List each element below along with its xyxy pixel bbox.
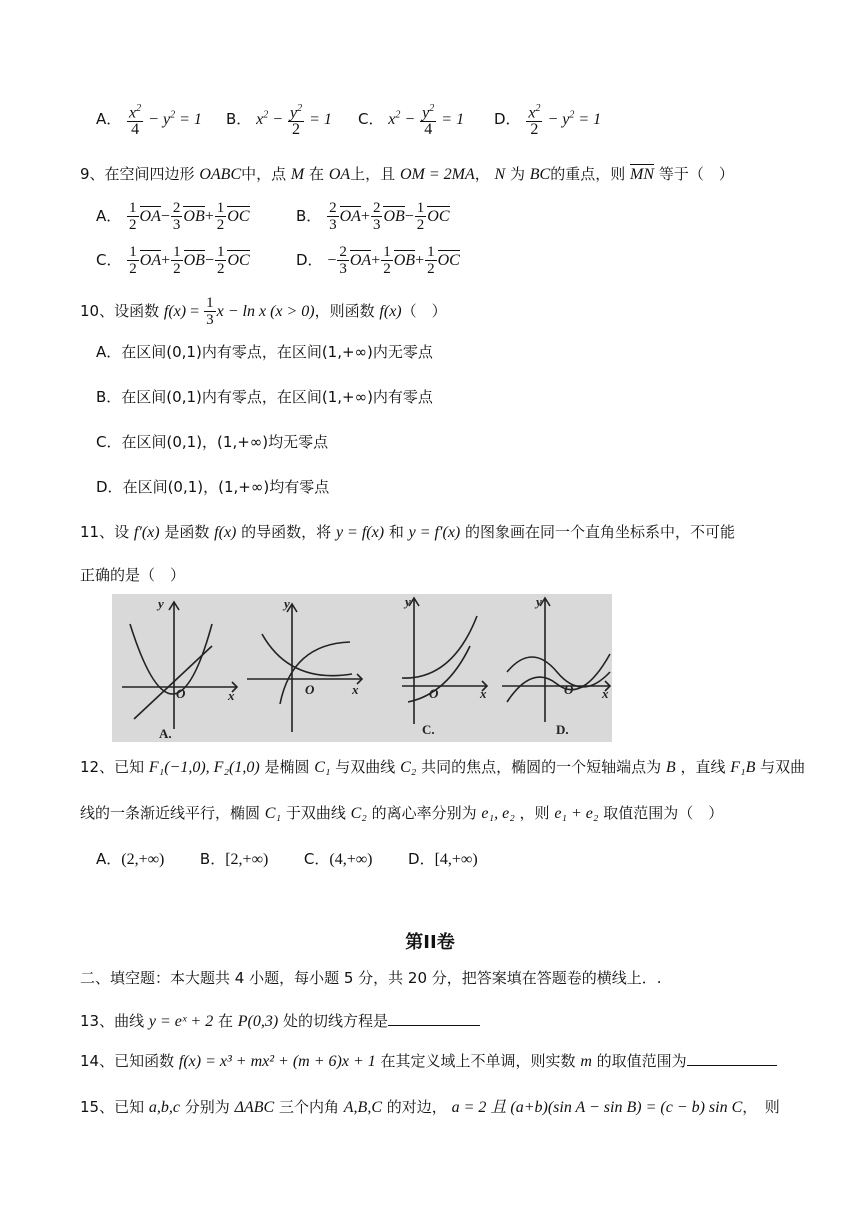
q9-bc: BC [529,166,551,183]
q12-c1: C₁ [314,759,331,776]
q13-text-1: 曲线 [114,1012,145,1030]
q10-option-d [96,476,329,498]
q8-option-c-letter: C． [358,110,384,129]
panel-b-origin: O [305,682,315,697]
panel-b-y-label: y [284,596,290,611]
q14-text-3: 的取值范围为 [596,1052,687,1070]
q12-stem-line2 [80,802,723,825]
q13-stem [80,1010,480,1033]
q14-answer-blank[interactable] [687,1051,777,1066]
panel-a-x-label: x [228,688,235,703]
q9-option-b [296,200,450,233]
q8-option-b-frac: $\frac{y^2}{2}$ [289,103,303,139]
q12-option-a-letter: A． [96,850,122,868]
q15-text-4: 的对边， [386,1098,447,1116]
q15-text-5: ， 则 [742,1098,780,1116]
panel-a-y-label: y [158,596,164,611]
q11-graphs-figure [112,594,612,742]
q12-option-a-text: (2,+∞) [121,851,165,868]
plus: + [360,208,370,225]
q15-triangle: ΔABC [234,1099,275,1116]
q10-option-b [96,386,433,408]
q10-number: 10、 [80,302,115,320]
q12-line2-e: 取值范围为（ ） [603,804,724,822]
vec-ob: OB [183,252,205,269]
q11-y2: y = f′(x) [408,524,461,541]
q9-text-5: ， [474,165,490,183]
q9-text-1: 在空间四边形 [104,165,195,183]
q12-esum: e₁ + e₂ [554,805,599,822]
q9-n: N [494,166,506,183]
q14-stem [80,1050,777,1073]
q10-option-a-letter: A． [96,343,122,361]
q11-text-5: 的图象画在同一个直角坐标系中，不可能 [465,523,736,541]
q12-text-3: 与双曲线 [335,758,396,776]
q8-option-c-tail: = 1 [437,111,465,129]
q15-angles: A,B,C [343,1099,382,1116]
vec-oc: OC [437,252,460,269]
q10-fx-2: f(x) [379,303,402,320]
q12-number: 12、 [80,758,115,776]
q10-fx: f(x) [163,303,187,320]
panel-a-label: A. [159,726,172,741]
q10-option-d-letter: D． [96,478,123,496]
frac-half: $\frac{1}{2}$ [383,244,391,277]
q10-equals: = [186,303,204,320]
q9-text-6: 为 [509,165,525,183]
frac-half: $\frac{1}{2}$ [129,244,137,277]
q9-option-c [96,244,250,277]
q12-option-c-letter: C． [303,850,330,868]
q15-text-3: 三个内角 [278,1098,339,1116]
frac-two-thirds: $\frac{2}{3}$ [372,200,381,233]
frac-half: $\frac{1}{2}$ [173,244,181,277]
q9-m: M [290,166,305,183]
q15-text-2: 分别为 [184,1098,230,1116]
vec-oa: OA [349,252,372,269]
q10-option-b-letter: B． [96,388,122,406]
part2-heading: 二、填空题：本大题共 4 小题，每小题 5 分，共 20 分，把答案填在答题卷的横线上．. [80,969,662,987]
q12-option-b-text: [2,+∞) [225,851,269,868]
frac-two-thirds: $\frac{2}{3}$ [329,200,337,233]
section-title: 第II卷 [405,932,455,953]
q12-line2-d: ，则 [519,804,550,822]
panel-d-y-label: y [536,594,542,609]
frac-two-thirds: $\frac{2}{3}$ [339,244,347,277]
q15-number: 15、 [80,1098,115,1116]
q10-option-d-text: 在区间(0,1)，(1,+∞)均有零点 [122,478,330,496]
q8-option-a-frac: $\frac{x^2}{4}$ [129,103,142,139]
q11-text-3: 的导函数，将 [241,523,332,541]
q8-option-b-tail: = 1 [305,111,332,129]
q14-text-1: 已知函数 [114,1052,175,1070]
q12-text-5: ，直线 [680,758,726,776]
q8-options-row [96,101,202,138]
q13-point: P(0,3) [237,1013,279,1030]
q8-option-d-frac: $\frac{x^2}{2}$ [528,103,541,139]
q8-option-c-frac: $\frac{y^2}{4}$ [422,103,435,139]
q9-text-4: 上，且 [350,165,396,183]
panel-b-x-label: x [352,682,359,697]
q9-text-2: 中，点 [241,165,287,183]
q9-option-a [96,200,250,233]
plus: + [371,252,381,269]
q9-oabc: OABC [199,166,242,183]
q9-oa: OA [328,166,351,183]
vec-ob: OB [393,252,416,269]
q12-b: B [665,759,676,776]
panel-d-label: D. [556,722,569,737]
q11-number: 11、 [80,523,115,541]
q11-stem-line2: 正确的是（ ） [80,566,186,584]
q15-condition: a = 2 且 (a+b)(sin A − sin B) = (c − b) sin C [451,1099,743,1116]
q10-option-b-text: 在区间(0,1)内有零点，在区间(1,+∞)内有零点 [121,388,433,406]
vec-oa: OA [139,252,162,269]
vec-ob: OB [383,208,405,225]
frac-two-thirds: $\frac{2}{3}$ [172,200,181,233]
q12-text-4: 共同的焦点，椭圆的一个短轴端点为 [421,758,662,776]
q12-line2-c2: C₂ [350,805,367,822]
panel-c-x-label: x [480,686,487,701]
panel-c-origin: O [429,686,439,701]
q9-text-3: 在 [309,165,325,183]
frac-half: $\frac{1}{2}$ [129,200,137,233]
q8-option-b-letter: B． [226,110,252,129]
q12-option-c-text: (4,+∞) [329,851,373,868]
q12-c2: C₂ [400,759,417,776]
q11-text-1: 设 [114,523,130,541]
q10-stem [80,295,447,328]
q15-abc: a,b,c [148,1099,180,1116]
q9-option-c-letter: C． [96,251,122,269]
minus: − [160,208,170,225]
q12-option-d-letter: D． [408,850,435,868]
q8-option-c [358,101,464,138]
q13-text-3: 处的切线方程是 [283,1012,389,1030]
panel-d-origin: O [564,682,574,697]
q10-third: $\frac{1}{3}$ [206,295,214,328]
frac-half: $\frac{1}{2}$ [416,200,425,233]
plus: + [204,208,214,225]
q10-text-2: ，则函数 [314,302,375,320]
q12-line2-b: 于双曲线 [285,804,346,822]
minus: − [204,252,214,269]
q9-mn-vector: MN [630,166,655,183]
q13-number: 13、 [80,1012,115,1030]
q8-option-c-lead: $x^2$ − [388,109,420,129]
q13-text-2: 在 [217,1012,233,1030]
q14-equation: f(x) = x³ + mx² + (m + 6)x + 1 [178,1053,376,1070]
q12-line2-c1: C₁ [264,805,282,822]
minus: − [327,252,337,269]
q8-option-d-letter: D． [494,110,521,129]
q8-option-b [226,101,332,138]
q13-equation: y = eˣ + 2 [148,1013,214,1030]
q12-option-d-text: [4,+∞) [434,851,478,868]
q9-text-8: 等于（ ） [658,165,734,183]
q10-option-c-text: 在区间(0,1)，(1,+∞)均无零点 [121,433,329,451]
q9-stem [80,163,734,186]
q11-y1: y = f(x) [335,524,385,541]
q8-option-a-rest: − $y^2 = 1$ [144,109,202,129]
q11-text-2: 是函数 [164,523,210,541]
q12-e12: e₁, e₂ [481,805,515,822]
q11-fpx: f′(x) [133,524,160,541]
panel-a-origin: O [176,686,186,701]
q15-text-1: 已知 [114,1098,145,1116]
minus: − [404,208,414,225]
vec-oc: OC [227,252,250,269]
vec-oa: OA [139,208,161,225]
q8-option-d-tail: − $y^2 = 1$ [543,109,602,129]
plus: + [415,252,425,269]
plus: + [161,252,171,269]
q8-option-d [494,101,601,138]
frac-half: $\frac{1}{2}$ [216,244,225,277]
q9-condition: OM = 2MA [399,166,475,183]
panel-c-y-label: y [405,594,411,609]
q11-stem [80,521,735,544]
q14-m: m [580,1053,592,1070]
q8-option-b-lead: $x^2$ − [256,109,287,129]
panel-d-x-label: x [602,686,609,701]
q10-option-c [96,431,328,453]
q9-option-d [296,244,460,277]
vec-oc: OC [427,208,450,225]
q12-foci: F₁(−1,0), F₂(1,0) [148,759,260,776]
q9-option-d-letter: D． [296,251,323,269]
q9-text-7: 的重点，则 [550,165,626,183]
q11-fx: f(x) [214,524,237,541]
frac-half: $\frac{1}{2}$ [427,244,435,277]
vec-ob: OB [183,208,205,225]
q12-text-1: 已知 [114,758,145,776]
q12-option-b-letter: B． [199,850,226,868]
q9-option-a-letter: A． [96,207,122,225]
q8-option-a-letter: A． [96,110,122,129]
q12-f1b: F₁B [730,759,756,776]
q12-stem [80,756,805,779]
q15-stem [80,1096,780,1119]
q10-option-c-letter: C． [96,433,122,451]
q9-option-b-letter: B． [296,207,322,225]
q10-function-rest: x − ln x (x > 0) [216,303,315,320]
vec-oc: OC [227,208,250,225]
q11-graphs-svg [112,594,612,742]
q10-option-a-text: 在区间(0,1)内有零点，在区间(1,+∞)内无零点 [121,343,433,361]
q9-number: 9、 [80,165,105,183]
q13-answer-blank[interactable] [388,1011,480,1026]
q12-options-row [96,848,478,871]
q10-option-a [96,341,433,363]
q14-text-2: 在其定义域上不单调，则实数 [380,1052,576,1070]
q14-number: 14、 [80,1052,115,1070]
q12-text-2: 是椭圆 [264,758,310,776]
frac-half: $\frac{1}{2}$ [216,200,225,233]
panel-c-label: C. [422,722,435,737]
vec-oa: OA [339,208,361,225]
q11-text-4: 和 [388,523,404,541]
q10-text-3: （ ） [401,302,447,320]
q10-text-1: 设函数 [114,302,160,320]
q12-line2-a: 线的一条渐近线平行，椭圆 [80,804,261,822]
q12-text-6: 与双曲 [760,758,806,776]
q12-line2-c: 的离心率分别为 [371,804,477,822]
